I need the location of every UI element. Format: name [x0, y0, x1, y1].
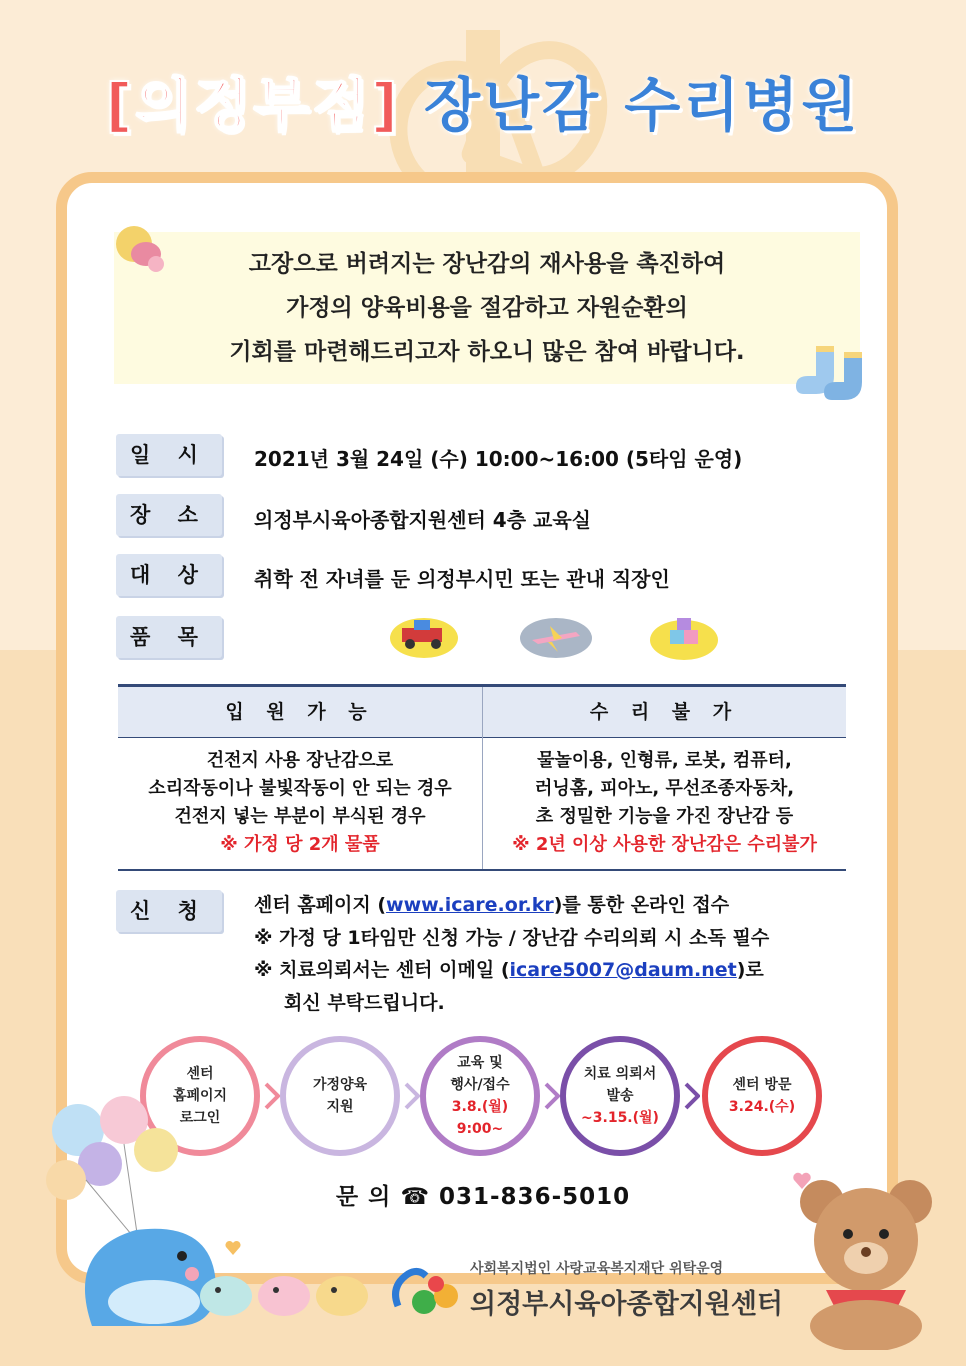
arrow-right-icon — [684, 1082, 700, 1110]
table-cell-unavailable — [483, 747, 846, 859]
toy-car-icon — [388, 612, 460, 660]
apply-line-1 — [254, 890, 729, 917]
table-header-unavailable: 수 리 불 가 — [483, 687, 846, 738]
email-link[interactable]: icare5007@daum.net — [509, 959, 737, 981]
step-support — [280, 1036, 400, 1156]
title-branch: [의정부점] — [105, 71, 401, 139]
step-5-date: 3.24.(수) — [728, 1099, 796, 1115]
table-header-available: 입 원 가 능 — [118, 687, 482, 738]
step-request-form — [560, 1036, 680, 1156]
target-label: 대 상 — [116, 554, 222, 596]
place-value: 의정부시육아종합지원센터 4층 교육실 — [254, 508, 591, 532]
arrow-right-icon — [404, 1082, 420, 1110]
unavailable-line-3: 초 정밀한 기능을 가진 장난감 등 — [535, 806, 794, 827]
place-label: 장 소 — [116, 494, 222, 536]
step-3-line-2: 행사/접수 — [450, 1077, 510, 1093]
apply-line-1-pre: 센터 홈페이지 ( — [254, 894, 387, 916]
unavailable-line-2: 러닝홈, 피아노, 무선조종자동차, — [534, 778, 795, 799]
step-1-line-3: 로그인 — [179, 1110, 221, 1126]
intro-line-2: 가정의 양육비용을 절감하고 자원순환의 — [286, 295, 688, 321]
step-4-date: ~3.15.(월) — [581, 1110, 659, 1126]
intro-line-3: 기회를 마련해드리고자 하오니 많은 참여 바랍니다. — [229, 339, 745, 365]
apply-line-4: 회신 부탁드립니다. — [284, 992, 445, 1014]
step-2-line-2: 지원 — [326, 1099, 354, 1115]
intro-box — [114, 232, 860, 384]
intro-line-1: 고장으로 버려지는 장난감의 재사용을 촉진하여 — [248, 251, 726, 277]
step-3-line-1: 교육 및 — [457, 1055, 503, 1071]
target-value: 취학 전 자녀를 둔 의정부시민 또는 관내 직장인 — [254, 567, 670, 591]
table-cell-available — [118, 747, 482, 859]
arrow-right-icon — [544, 1082, 560, 1110]
toy-airplane-icon — [518, 612, 594, 660]
apply-line-2: ※ 가정 당 1타임만 신청 가능 / 장난감 수리의뢰 시 소독 필수 — [254, 927, 770, 949]
step-registration — [420, 1036, 540, 1156]
toy-blocks-icon — [648, 614, 720, 662]
baby-socks-icon — [796, 340, 880, 408]
contact-number: 031-836-5010 — [439, 1184, 631, 1210]
step-4-line-2: 발송 — [606, 1088, 634, 1104]
apply-line-3 — [254, 955, 764, 982]
apply-label: 신 청 — [116, 890, 222, 932]
center-logo-icon — [388, 1262, 468, 1318]
title-main: 장난감 수리병원 — [423, 71, 861, 139]
date-value: 2021년 3월 24일 (수) 10:00~16:00 (5타임 운영) — [254, 447, 743, 471]
org-operator: 사회복지법인 사랑교육복지재단 위탁운영 — [470, 1261, 724, 1277]
poster-title — [0, 58, 966, 142]
step-1-line-1: 센터 — [186, 1066, 214, 1082]
step-visit — [702, 1036, 822, 1156]
step-1-line-2: 홈페이지 — [172, 1088, 228, 1104]
arrow-right-icon — [264, 1082, 280, 1110]
repair-table — [118, 684, 846, 871]
phone-icon: ☎ — [400, 1184, 430, 1210]
apply-line-3-pre: ※ 치료의뢰서는 센터 이메일 ( — [254, 959, 510, 981]
teddy-bear-illustration — [786, 1170, 946, 1350]
step-3-date: 3.8.(월) — [451, 1099, 509, 1115]
org-name: 의정부시육아종합지원센터 — [470, 1289, 783, 1320]
contact-label: 문 의 — [335, 1184, 392, 1210]
unavailable-note: ※ 2년 이상 사용한 장난감은 수리불가 — [512, 834, 817, 855]
pacifier-icon — [112, 218, 168, 278]
homepage-link[interactable]: www.icare.or.kr — [386, 894, 554, 916]
date-label: 일 시 — [116, 434, 222, 476]
apply-line-1-post: )를 통한 온라인 접수 — [553, 894, 730, 916]
step-4-line-1: 치료 의뢰서 — [583, 1066, 657, 1082]
step-3-time: 9:00~ — [456, 1121, 504, 1137]
items-label: 품 목 — [116, 616, 222, 658]
available-line-3: 건전지 넣는 부분이 부식된 경우 — [174, 806, 426, 827]
heart-icon — [224, 1240, 242, 1256]
heart-icon — [792, 1172, 812, 1190]
apply-line-3-post: )로 — [736, 959, 764, 981]
step-2-line-1: 가정양육 — [312, 1077, 368, 1093]
step-5-line-1: 센터 방문 — [732, 1077, 792, 1093]
available-line-2: 소리작동이나 불빛작동이 안 되는 경우 — [148, 778, 452, 799]
birds-illustration — [196, 1262, 376, 1322]
available-note: ※ 가정 당 2개 물품 — [220, 834, 380, 855]
unavailable-line-1: 물놀이용, 인형류, 로봇, 컴퓨터, — [537, 750, 792, 771]
available-line-1: 건전지 사용 장난감으로 — [206, 750, 394, 771]
